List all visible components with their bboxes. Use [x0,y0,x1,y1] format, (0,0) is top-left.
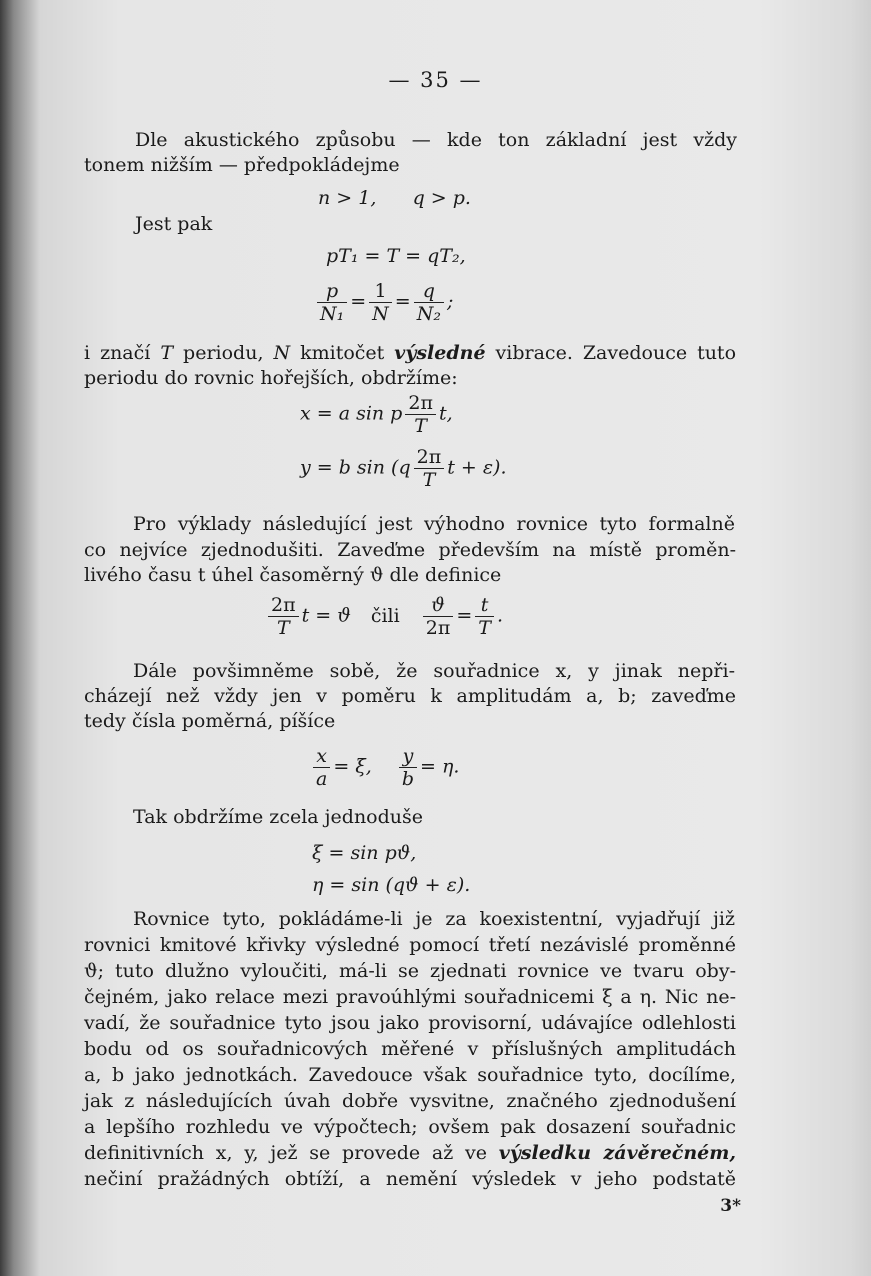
para1-line2: tonem nižším — předpokládejme [84,154,400,176]
equation-x: x = a sin p $\frac{2\pi}{T}$ t, [300,392,453,437]
para5: Tak obdržíme zcela jednoduše [133,806,424,828]
para6-line3: ϑ; tuto dlužno vyloučiti, má-li se zjednati rovnice ve tvaru oby- [84,960,736,982]
para6-line5: vadí, že souřadnice tyto jsou jako provisorní, udávajíce odlehlosti [84,1012,736,1034]
para3-line2: co nejvíce zjednodušiti. Zaveďme především na místě proměn- [84,539,736,561]
para6-line2: rovnici kmitové křivky výsledné pomocí třetí nezávislé proměnné [84,934,736,956]
ratio-N1: N₁ [320,303,345,325]
equation-period: pT₁ = T = qT₂, [326,245,466,267]
equation-eta-sin: η = sin (qϑ + ε). [312,874,471,896]
page-number: — 35 — [388,68,483,92]
para4-line2: cházejí než vždy jen v poměru k amplitudám a, b; zaveďme [84,685,736,707]
ratio-p: p [317,280,347,303]
para3-line3: livého času t úhel časoměrný ϑ dle definice [84,564,502,586]
ratio-q: q [414,280,444,303]
ratio-N2: N₂ [416,303,441,325]
equation-xi-sin: ξ = sin pϑ, [312,842,417,864]
equation-ratio: $\frac{p}{\text{N₁}}$ = $\frac{1}{N}$ = $\frac{q}{\text{N₂}}$ ; [314,280,453,325]
para2-line2: periodu do rovnic hořejších, obdržíme: [84,367,458,389]
para6-line6: bodu od os souřadnicových měřené v příslušných amplitudách [84,1038,736,1060]
equation-y: y = b sin (q $\frac{2\pi}{T}$ t + ε). [300,446,507,491]
para1-line1: Dle akustického způsobu — kde ton základní jest vždy [135,129,737,151]
ratio-tail: ; [446,290,454,313]
equation-theta: $\frac{2\pi}{T}$ t = ϑ čili $\frac{ϑ}{2\pi}$ = $\frac{t}{T}$ . [265,594,503,639]
para2-line1: i značí T periodu, N kmitočet výsledné vibrace. Zavedouce tuto [84,342,737,364]
ratio-N: N [372,303,389,325]
para6-line8: jak z následujících úvah dobře vysvitne, značného zjednodušení [84,1090,736,1112]
para6-line10: definitivních x, y, jež se provede až ve výsledku závěrečném, [84,1142,736,1164]
equation-conditions: n > 1, q > p. [318,187,471,209]
equation-xi-eta: $\frac{x}{a}$ = ξ, $\frac{y}{b}$ = η. [310,745,459,790]
ratio-one: 1 [369,280,392,303]
signature-mark: 3* [720,1196,741,1216]
para6-line7: a, b jako jednotkách. Zavedouce však souřadnice tyto, docílíme, [84,1064,736,1086]
para4-line3: tedy čísla poměrná, píšíce [84,710,336,732]
para6-line4: čejném, jako relace mezi pravoúhlými souřadnicemi ξ a η. Nic ne- [84,986,736,1008]
para6-line11: nečiní pražádných obtíží, a nemění výsledek v jeho podstatě [84,1168,736,1190]
jest-pak: Jest pak [135,213,213,235]
emphasis-vysledne: výsledné [394,342,486,364]
emphasis-vysledku: výsledku závěrečném, [498,1142,736,1164]
para3-line1: Pro výklady následující jest výhodno rovnice tyto formalně [133,513,735,535]
para6-line1: Rovnice tyto, pokládáme-li je za koexistentní, vyjadřují již [133,908,735,930]
para6-line9: a lepšího rozhledu ve výpočtech; ovšem pak dosazení souřadnic [84,1116,736,1138]
para4-line1: Dále povšimněme sobě, že souřadnice x, y jinak nepři- [133,660,735,682]
